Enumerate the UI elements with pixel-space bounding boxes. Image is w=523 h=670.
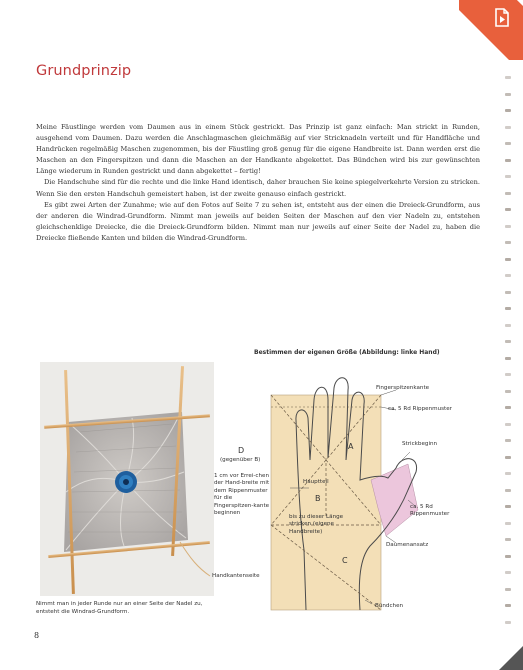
size-diagram [210, 360, 510, 620]
edge-mark [505, 208, 511, 211]
label-thumb-base: Daumenansatz [386, 542, 429, 548]
body-text [36, 122, 480, 244]
edge-mark [505, 159, 511, 162]
edge-mark [505, 225, 511, 228]
reader-badge[interactable] [459, 0, 523, 60]
document-reader-icon[interactable] [492, 7, 512, 29]
edge-mark [505, 142, 511, 145]
edge-mark [505, 621, 511, 624]
label-rib-5-thumb: ca. 5 Rd Rippenmuster [410, 504, 450, 518]
letter-a: A [348, 442, 354, 451]
edge-mark [505, 76, 511, 79]
edge-mark [505, 340, 511, 343]
label-d-opposite: (gegenüber B) [220, 457, 261, 463]
letter-b: B [315, 494, 321, 503]
section-title: Grundprinzip [36, 63, 132, 79]
label-main-part: Hauptteil [303, 479, 329, 485]
edge-mark [505, 324, 511, 327]
edge-mark [505, 192, 511, 195]
page-number: 8 [34, 631, 40, 640]
label-thumb-start: Strickbeginn [402, 441, 438, 447]
label-hand-edge: Handkantenseite [212, 573, 260, 579]
label-rib-5: ca. 5 Rd Rippenmuster [388, 406, 452, 412]
edge-mark [505, 241, 511, 244]
paragraph-3: Es gibt zwei Arten der Zunahme; wie auf den Fotos auf Seite 7 zu sehen ist, entsteht aus der einen die Dreieck-Grundform, aus der anderen die Windrad-Grundform. Nimmt man jeweils auf beiden Seiten der Maschen auf den vier Nadeln zu, entstehen gleichschenklige Dreiecke, die die Dreieck-Grundform bilden. Nimmt man nur jeweils auf einer Seite der Nadel zu, haben die Dreiecke fließende Kanten und bilden die Windrad-Grundform. [36, 200, 480, 242]
edge-mark [505, 126, 511, 129]
photo-caption: Nimmt man in jeder Runde nur an einer Seite der Nadel zu, entsteht die Windrad-Grundform. [36, 601, 203, 615]
paragraph-1: Meine Fäustlinge werden vom Daumen aus in einem Stück gestrickt. Das Prinzip ist ganz einfach: Man strickt in Runden, ausgehend vom Daumen. Dazu werden die Anschlagmaschen gleichmäßig auf vier Stricknadeln verteilt und für Handfläche und Handrücken regelmäßig Maschen zugenommen, bis der Fäustling groß genug für die eigene Handbreite ist. Dann werden erst die Maschen an den Fingerspitzen und dann die Maschen an der Handkante abgekettet. Das Bündchen wird bis zur gewünschten Länge wiederum in Runden gestrickt und dann abgekettet – fertig! [36, 123, 480, 176]
label-fingertip-edge: Fingerspitzenkante [376, 385, 430, 391]
edge-mark [505, 307, 511, 310]
edge-mark [505, 109, 511, 112]
paragraph-2: Die Handschuhe sind für die rechte und die linke Hand identisch, daher brauchen Sie keine spiegelverkehrte Version zu stricken. Wenn Sie den ersten Handschuh gemeistert haben, ist der zweite genauso einfach gestrickt. [36, 178, 480, 198]
label-cuff: Bündchen [375, 603, 404, 609]
edge-mark [505, 258, 511, 261]
knitting-photo [40, 362, 214, 596]
label-one-cm: 1 cm vor Errei-chen der Hand-breite mit dem Rippenmuster für die Fingerspitzen-kante beginnen [214, 473, 270, 517]
mitten-main-area [271, 395, 381, 610]
page-curl[interactable] [499, 646, 523, 670]
diagram-title: Bestimmen der eigenen Größe (Abbildung: linke Hand) [254, 349, 440, 356]
label-knit-to: bis zu dieser Länge stricken (eigene Handbreite) [289, 514, 344, 535]
edge-mark [505, 291, 511, 294]
letter-d: D [238, 446, 245, 455]
edge-mark [505, 175, 511, 178]
edge-mark [505, 274, 511, 277]
letter-c: C [342, 556, 348, 565]
edge-mark [505, 93, 511, 96]
